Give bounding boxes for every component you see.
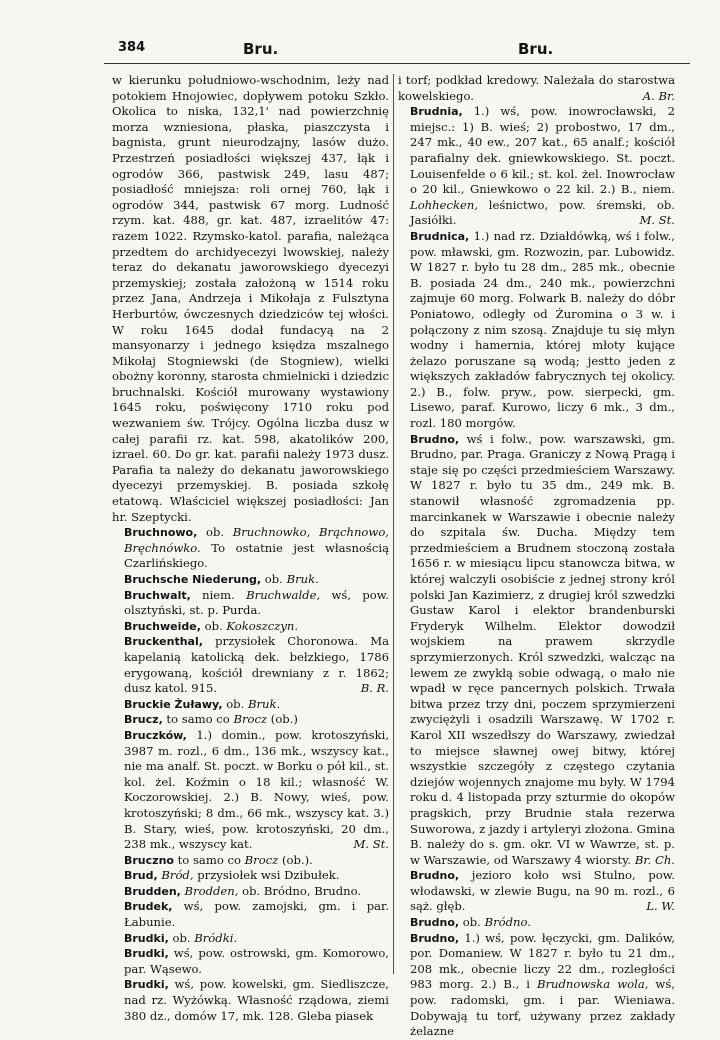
entry-headword: Brudno, (410, 931, 460, 945)
entry-text: przysiołek wsi Dzibułek. (193, 868, 340, 883)
entry-italic-ref: Brodden, (184, 883, 239, 898)
entry-italic-ref: Bruk. (286, 572, 319, 586)
entry-headword: Brudno, (410, 869, 460, 883)
entry-headword: Brudki, (124, 931, 169, 945)
running-head-right: Bru. (518, 40, 554, 58)
entry-headword: Bruczno (124, 853, 174, 867)
dictionary-entry (112, 572, 389, 588)
dictionary-entry (112, 697, 389, 713)
dictionary-entry (398, 931, 675, 1040)
entry-italic-ref: Kokoszczyn. (226, 618, 299, 633)
entry-text: ob. Bródno, Brudno. (238, 883, 362, 898)
entry-text: ob. (168, 930, 195, 945)
running-head-left: Bru. (243, 40, 279, 58)
dictionary-entry (112, 931, 389, 947)
author-signature: Br. Ch. (634, 852, 675, 867)
entry-text: leśnictwo, pow. śremski, ob. Jasiółki. (410, 197, 675, 228)
entry-italic-ref: Lohhecken, (410, 197, 479, 212)
dictionary-entry (398, 868, 675, 915)
author-signature: B. R. (360, 681, 389, 696)
column-divider (393, 74, 394, 974)
entry-text: ob. (200, 618, 227, 633)
dictionary-entry (398, 432, 675, 869)
entry-italic-ref: Bruchnowko, (232, 525, 311, 540)
page-number: 384 (118, 40, 146, 55)
entry-text: to samo co (162, 712, 234, 727)
entry-text: ob. (197, 525, 233, 540)
entry-text: (ob.). (278, 852, 313, 867)
header-rule (104, 63, 690, 64)
entry-continuation (112, 73, 389, 525)
entry-text: ob. (261, 572, 287, 586)
dictionary-entry (112, 884, 389, 900)
dictionary-entry (112, 619, 389, 635)
dictionary-entry (112, 899, 389, 930)
dictionary-entry (398, 915, 675, 931)
entry-text: 1.) nad rz. Działdówką, wś i folw., pow. mławski, gm. Rozwozin, par. Lubowidz. W 1827 r. było tu 28 dm., 285 mk., obecnie B. posiada 24 dm., 240 mk., powierzchni zajmuje 60 morg. Folwark B. należy do dóbr Poniatowo, odległy od Żuromina o 3 w. i połączony z nim szosą. Znajduje tu się młyn wodny i hamernia, której młoty kujące żelazo poruszane są wodą; jestto jeden z większych zakładów fabrycznych tej okolicy. 2.) B., folw. pryw., pow. sierpecki, gm. Lisewo, paraf. Kurowo, liczy 6 mk., 3 dm., rozl. 180 morgów. (410, 228, 675, 431)
dictionary-entry (398, 104, 675, 229)
entry-text: i torf; podkład kredowy. Należała do starostwa kowelskiego. (398, 73, 675, 103)
entry-headword: Brudki, (124, 947, 169, 961)
entry-italic-ref: Bród, (161, 868, 194, 883)
entry-headword: Brudno, (410, 916, 460, 930)
author-signature: A. Br. (642, 88, 675, 103)
entry-headword: Brudden, (124, 884, 181, 898)
entry-continuation (398, 73, 675, 104)
author-signature: M. St. (353, 837, 389, 852)
entry-text: ob. (222, 696, 248, 711)
entry-text: ob. (459, 915, 485, 930)
entry-headword: Bruckenthal, (124, 635, 203, 649)
dictionary-entry (112, 634, 389, 696)
entry-headword: Bruczków, (124, 728, 187, 742)
entry-headword: Brucz, (124, 713, 163, 727)
entry-text: niem. (190, 587, 247, 602)
dictionary-entry (112, 868, 389, 884)
entry-text: przysiołek Choronowa. Ma kapelanią katolicką dek. bełzkiego, 1786 erygowaną, kościół drewniany z r. 1862; dusz katol. 915. (124, 634, 389, 696)
entry-text: to samo co (173, 852, 245, 867)
dictionary-entry (112, 525, 389, 572)
entry-headword: Brudnia, (410, 105, 463, 119)
entry-text: wś, pow. kowelski, gm. Siedliszcze, nad rz. Wyżówką. Własność rządowa, ziemi 380 dz., domów 17, mk. 128. Gleba piasek (124, 977, 389, 1023)
dictionary-entry (112, 712, 389, 728)
entry-headword: Bruchsche Niederung, (124, 573, 262, 586)
dictionary-entry (112, 946, 389, 977)
dictionary-entry (112, 853, 389, 869)
dictionary-entry (112, 977, 389, 1024)
entry-text: 1.) domin., pow. krotoszyński, 3987 m. rozl., 6 dm., 136 mk., wszyscy kat., nie ma analf. St. poczt. w Borku o pół kil., st. kol. żel. Koźmin o 18 kil.; własność W. Koczorowskiej. 2.) B. Nowy, wieś, pow. krotoszyński; 8 dm., 66 mk., wszyscy kat. 3.) B. Stary, wieś, pow. krotoszyński, 20 dm., 238 mk., wszyscy kat. (124, 727, 389, 852)
entry-text: wś i folw., pow. warszawski, gm. Brudno, par. Praga. Graniczy z Nową Pragą i staje się po części przedmieściem Warszawy. W 1827 r. było tu 35 dm., 249 mk. B. stanowił własność zgromadzenia pp. marcinkanek w Warszawie i obecnie należy do szpitala św. Ducha. Między tem przedmieściem a Brudnem stoczoną została 1656 r. w miesiącu lipcu stanowcza bitwa, w której walczyli osobiście z jednej strony król polski Jan Kazimierz, z drugiej król szwedzki Gustaw Karol i elektor brandenburski Fryderyk Wilhelm. Elektor dowodził wojskiem na prawem skrzydle sprzymierzonych. Król szwedzki, walcząc na lewem ze zwykłą sobie odwagą, o mało nie wpadł w ręce pancernych polskich. Trwała bitwa przez trzy dni, poczem sprzymierzeni zwyciężyli i osadzili Warszawę. W 1702 r. Karol XII wszedłszy do Warszawy, zwiedzał to miejsce sławnej owej bitwy, której wszystkie szczegóły z częstego czytania dziejów wojennych znajome mu były. W 1794 roku d. 4 listopada przy szturmie do okopów pragskich, przy Brudnie stała rezerwa Suworowa, z jazdy i artyleryi złożona. Gmina B. należy do s. gm. okr. VI w Wawrze, st. p. w Warszawie, od Warszawy 4 wiorsty. (410, 431, 675, 867)
entry-text: (ob.) (267, 712, 298, 727)
entry-text: wś, pow. zamojski, gm. i par. Łabunie. (124, 899, 389, 930)
entry-text: 1.) wś, pow. łęczycki, gm. Dalików, por. Domaniew. W 1827 r. było tu 21 dm., 208 mk., obecnie liczy 22 dm., rozległości 983 morg. 2.) B., i (410, 930, 675, 992)
entry-text: wś, pow. radomski, gm. i par. Wieniawa. Dobywają tu torf, używany przez zakłady żelazne (410, 977, 675, 1039)
right-column (398, 73, 675, 1040)
author-signature: M. St. (639, 213, 675, 228)
entry-italic-ref: Brudnowska wola, (536, 977, 649, 992)
entry-italic-ref: Bruk. (247, 696, 281, 711)
entry-text: 1.) wś, pow. inowrocławski, 2 miejsc.: 1) B. wieś; 2) probostwo, 17 dm., 247 mk., 40 ew., 207 kat., 65 analf.; kościół parafialny dek. gniewkowskiego. St. poczt. Louisenfelde o 6 kil.; st. kol. żel. Inowrocław o 20 kil., Gniewkowo o 22 kil. 2.) B., niem. (410, 104, 675, 197)
entry-headword: Bruchweide, (124, 619, 201, 633)
entry-headword: Brud, (124, 869, 158, 883)
entry-italic-ref: Bródno. (484, 915, 531, 930)
author-signature: L. W. (646, 899, 675, 914)
entry-headword: Brudnica, (410, 229, 470, 243)
entry-text: jezioro koło wsi Stulno, pow. włodawski, w zlewie Bugu, na 90 m. rozl., 6 sąż. głęb. (410, 868, 675, 914)
dictionary-entry (112, 588, 389, 619)
entry-text: wś, pow. olsztyński, st. p. Purda. (124, 587, 389, 618)
entry-headword: Bruchnowo, (124, 526, 198, 540)
entry-headword: Brudki, (124, 978, 169, 992)
entry-headword: Bruchwalt, (124, 588, 191, 602)
entry-italic-ref: Bruchwalde, (246, 587, 321, 602)
dictionary-entry (112, 728, 389, 853)
entry-text: wś, pow. ostrowski, gm. Komorowo, par. Wąsewo. (124, 946, 389, 976)
entry-text: To ostatnie jest własnością Czarlińskiego. (124, 540, 389, 571)
entry-italic-ref: Bródki. (194, 930, 238, 945)
entry-headword: Brudek, (124, 900, 173, 914)
entry-headword: Brudno, (410, 432, 460, 446)
entry-text: w kierunku południowo-wschodnim, leży nad potokiem Hnojowiec, dopływem potoku Szkło. Okolica to niska, 132,1' nad powierzchnię morza wzniesiona, płaska, piaszczysta i bagnista, grunt nieurodzajny, lasów dużo. Przestrzeń posiadłości większej 437, łąk i ogrodów 366, pastwisk 249, lasu 487; posiadłość mniejsza: roli ornej 760, łąk i ogrodów 344, pastwisk 67 morg. Ludność rzym. kat. 488, gr. kat. 487, izraelitów 47: razem 1022. Rzymsko-katol. parafia, należąca przedtem do archidyecezyi lwowskiej, należy teraz do dekanatu jaworowskiego dyecezyi przemyskiej; została założoną w 1514 roku przez Jana, Andrzeja i Mikołaja z Fulsztyna Herburtów, ówczesnych dziedziców tej włości. W roku 1645 dodał fundacyą na 2 mansyonarzy i jednego księdza mszalnego Mikołaj Stogniewski (de Stogniew), wielki obożny koronny, starosta chmielnicki i dziedzic bruchnalski. Kościół murowany wystawiony 1645 roku, poświęcony 1710 roku pod wezwaniem św. Trójcy. Ogólna liczba dusz w całej parafii rz. kat. 598, akatolików 200, izrael. 60. Do gr. kat. parafii należy 1973 dusz. Parafia ta należy do dekanatu jaworowskiego dyecezyi przemyskiej. B. posiada szkołę etatową. Właściciel większej posiadłości: Jan hr. Szeptycki. (112, 73, 389, 524)
entry-italic-ref: Brąchnowo, Bręchnówko. (124, 525, 389, 555)
entry-headword: Bruckie Żuławy, (124, 697, 223, 711)
entry-italic-ref: Brocz (233, 712, 268, 727)
left-column (112, 73, 389, 1024)
dictionary-entry (398, 229, 675, 432)
entry-italic-ref: Brocz (244, 852, 279, 867)
